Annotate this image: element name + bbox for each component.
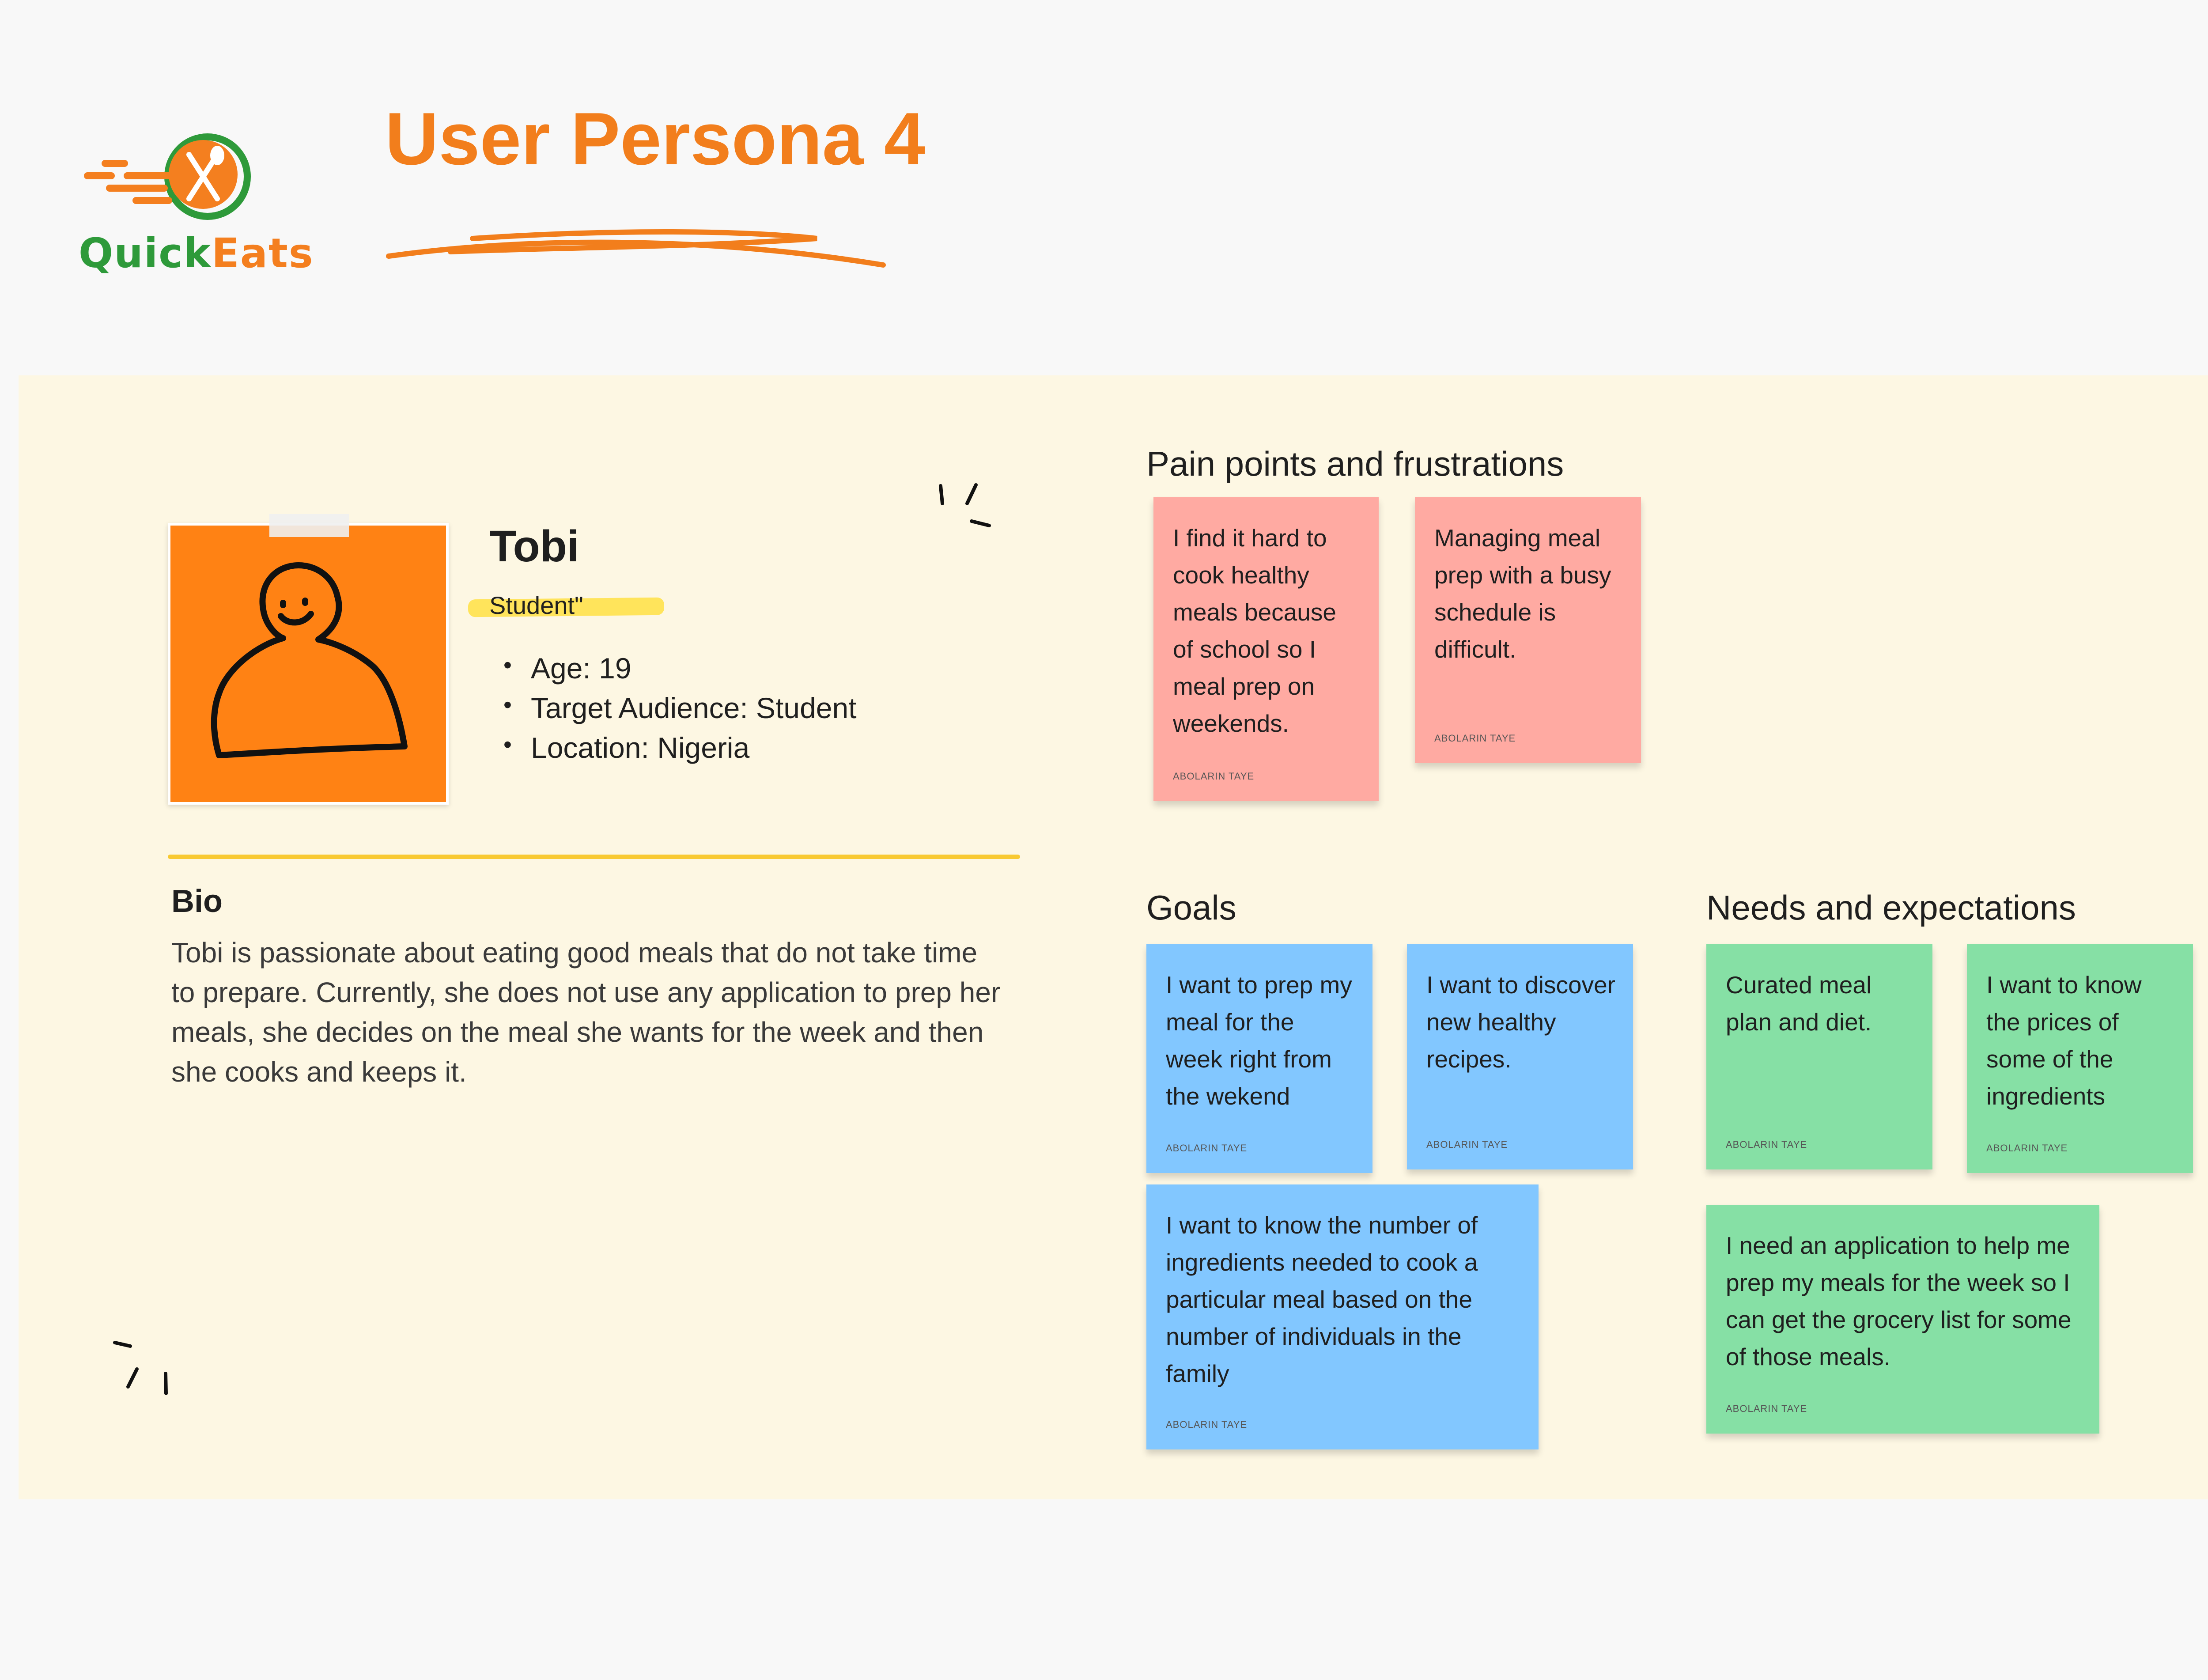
person-doodle-icon [170, 526, 441, 797]
note-author: ABOLARIN TAYE [1726, 1403, 1807, 1414]
sticky-note[interactable] [1146, 944, 1372, 1173]
bio-text: Tobi is passionate about eating good meals that do not take time to prepare. Currently, she does not use any application to prep her meals, she decides on the meal she wants for the week and then she cooks and keeps it. [171, 937, 1001, 1088]
note-text: I want to know the number of ingredients needed to cook a particular meal based on the number of individuals in the family [1166, 1211, 1478, 1387]
note-author: ABOLARIN TAYE [1166, 1143, 1248, 1154]
brand-wordmark [79, 230, 314, 277]
persona-avatar [168, 523, 449, 805]
fact-target-audience: • Target Audience: Student [503, 691, 857, 731]
title-underline-scribble-icon [384, 212, 892, 278]
brand-name-part2: Eats [211, 230, 314, 277]
needs-heading: Needs and expectations [1706, 888, 2076, 927]
note-text: I want to prep my meal for the week right from the wekend [1166, 971, 1352, 1110]
sticky-note[interactable] [1706, 1205, 2099, 1434]
goals-heading: Goals [1146, 888, 1236, 927]
sticky-note[interactable] [1415, 497, 1641, 763]
note-text: Managing meal prep with a busy schedule is difficult. [1434, 524, 1611, 663]
sticky-note[interactable] [1407, 944, 1633, 1169]
note-author: ABOLARIN TAYE [1173, 771, 1255, 782]
sticky-note[interactable] [1153, 497, 1379, 801]
fact-location: • Location: Nigeria [503, 731, 857, 771]
pain-points-heading: Pain points and frustrations [1146, 444, 1564, 483]
note-text: Curated meal plan and diet. [1726, 971, 1872, 1036]
sticky-note[interactable] [1706, 944, 1932, 1169]
note-text: I find it hard to cook healthy meals because of school so I meal prep on weekends. [1173, 524, 1336, 737]
note-text: I want to know the prices of some of the ingredients [1986, 971, 2142, 1110]
brand-name-part1: Quick [79, 230, 212, 277]
persona-name: Tobi [489, 522, 579, 571]
tape-decoration [269, 514, 349, 537]
spark-decoration-icon [110, 1334, 181, 1404]
sticky-note[interactable] [1146, 1184, 1539, 1449]
note-author: ABOLARIN TAYE [1986, 1143, 2068, 1154]
note-author: ABOLARIN TAYE [1726, 1139, 1807, 1150]
note-text: I need an application to help me prep my meals for the week so I can get the grocery list for some of those meals. [1726, 1232, 2072, 1370]
spark-decoration-icon [927, 477, 1002, 543]
section-divider [168, 855, 1020, 859]
note-author: ABOLARIN TAYE [1434, 733, 1516, 744]
fact-age: • Age: 19 [503, 651, 857, 691]
page-title: User Persona 4 [385, 97, 926, 180]
persona-role: Student" [489, 591, 583, 619]
sticky-note[interactable] [1967, 944, 2193, 1173]
note-author: ABOLARIN TAYE [1166, 1419, 1248, 1430]
note-author: ABOLARIN TAYE [1426, 1139, 1508, 1150]
note-text: I want to discover new healthy recipes. [1426, 971, 1615, 1073]
persona-facts-list [503, 651, 857, 771]
bio-heading: Bio [171, 884, 223, 919]
